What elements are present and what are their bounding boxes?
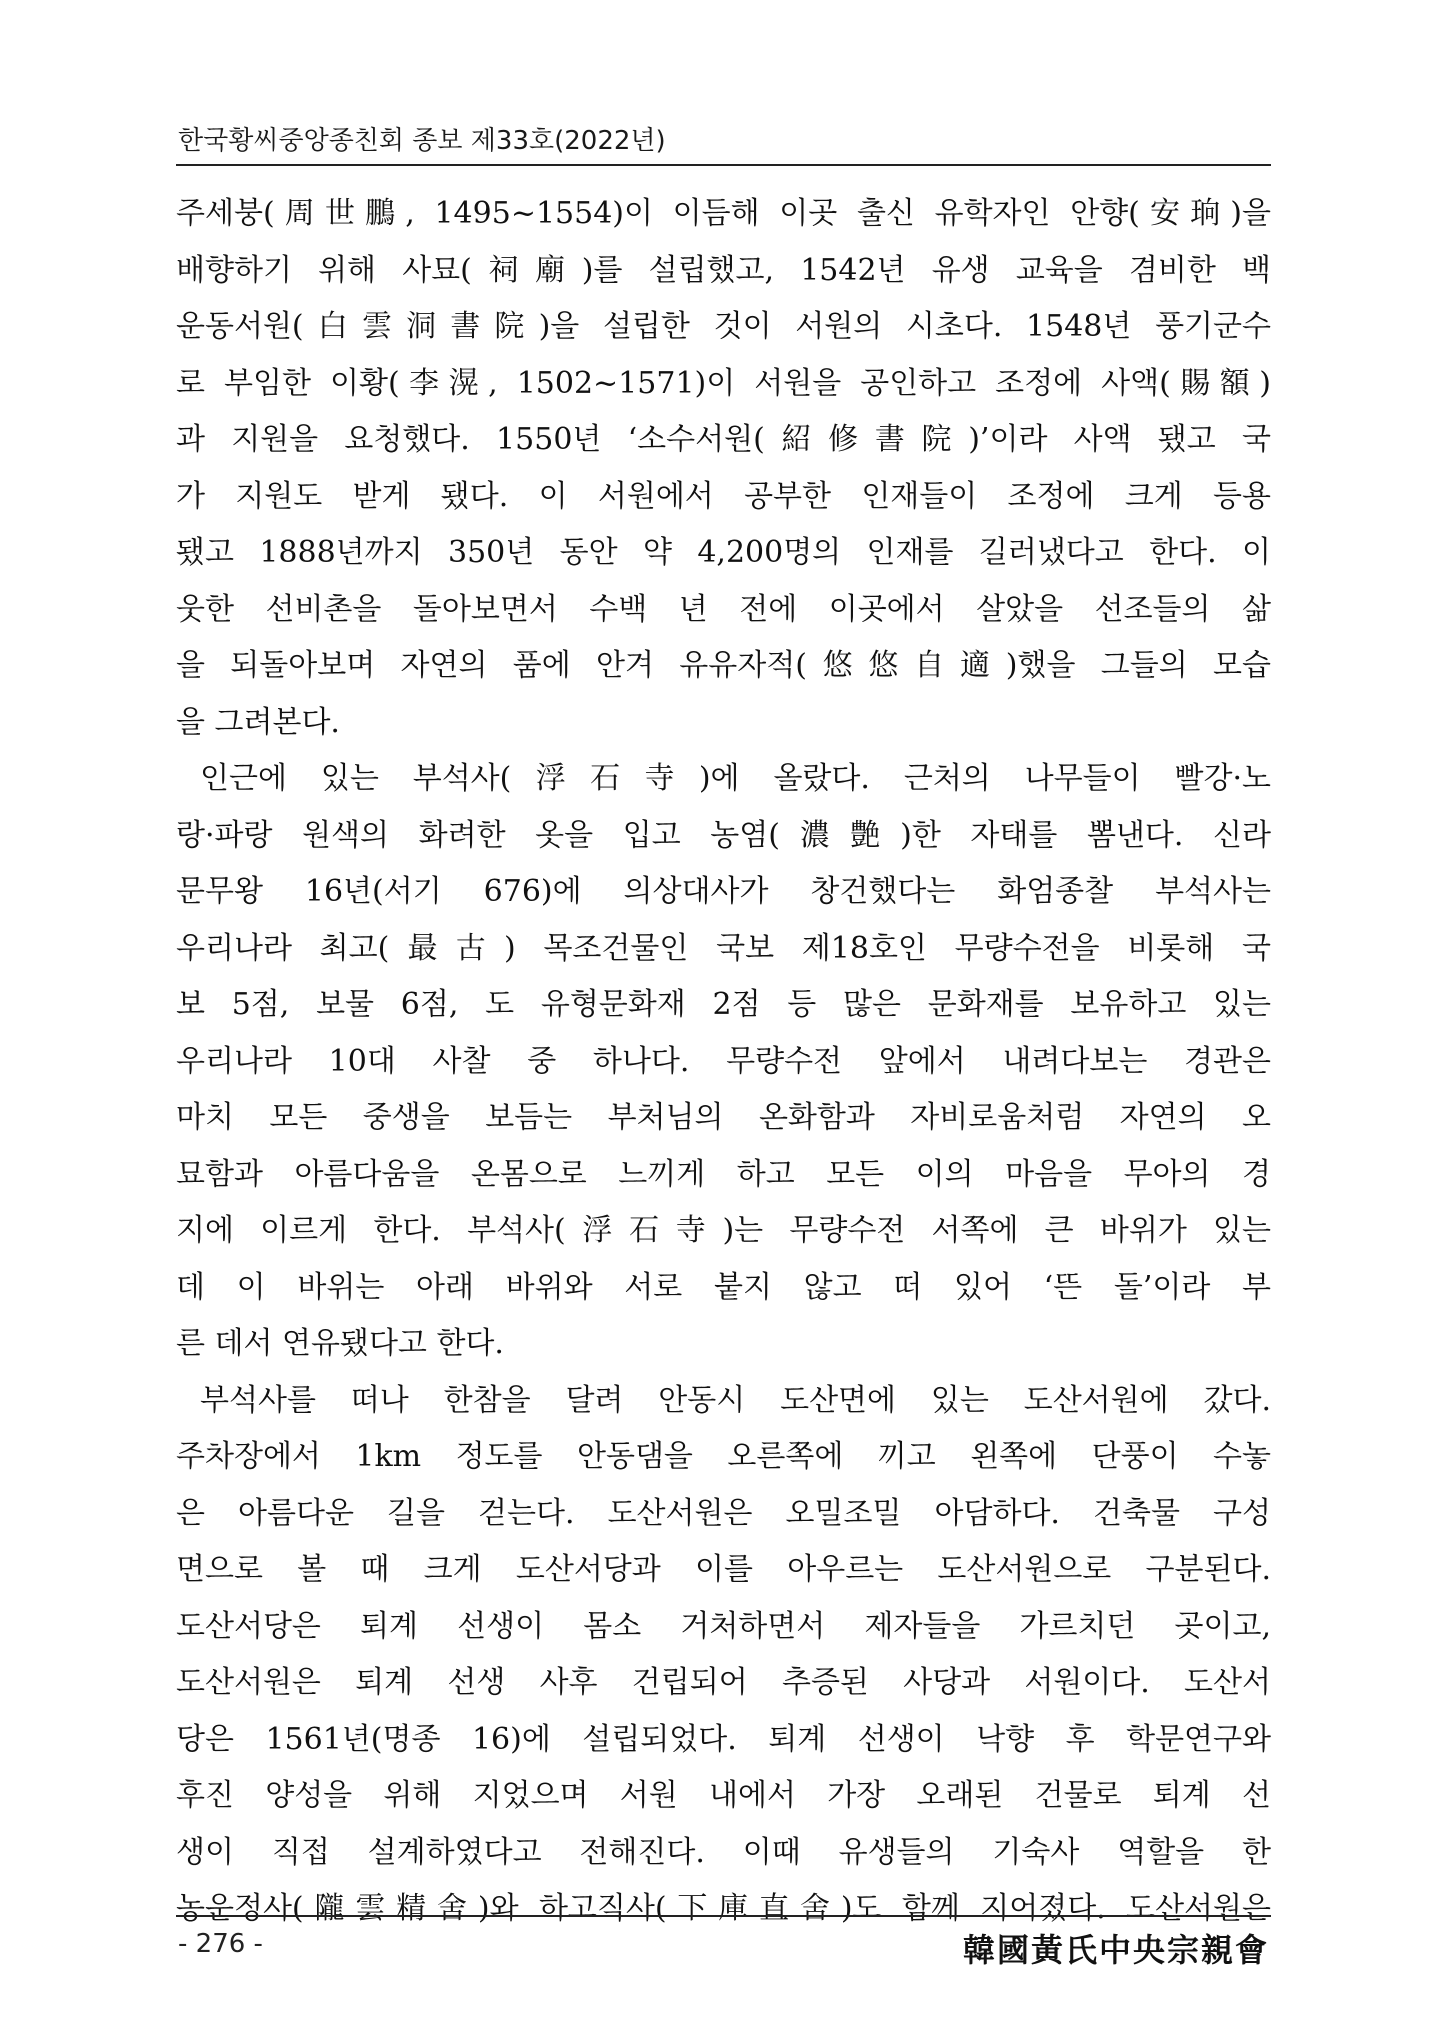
body-line: 부석사를 떠나 한참을 달려 안동시 도산면에 있는 도산서원에 갔다. bbox=[200, 1382, 1271, 1418]
body-line: 도산서원은 퇴계 선생 사후 건립되어 추증된 사당과 서원이다. 도산서 bbox=[176, 1665, 1271, 1700]
body-line: 과 지원을 요청했다. 1550년 ‘소수서원(紹修書院)’이라 사액 됐고 국 bbox=[176, 422, 1271, 457]
body-line: 주차장에서 1km 정도를 안동댐을 오른쪽에 끼고 왼쪽에 단풍이 수놓 bbox=[176, 1439, 1271, 1474]
body-line: 배향하기 위해 사묘(祠廟)를 설립했고, 1542년 유생 교육을 겸비한 백 bbox=[176, 252, 1271, 288]
body-line: 면으로 볼 때 크게 도산서당과 이를 아우르는 도산서원으로 구분된다. bbox=[176, 1552, 1271, 1587]
body-line: 인근에 있는 부석사(浮石寺)에 올랐다. 근처의 나무들이 빨강·노 bbox=[200, 761, 1271, 796]
body-line: 른 데서 연유됐다고 한다. bbox=[176, 1326, 504, 1361]
body-line: 생이 직접 설계하였다고 전해진다. 이때 유생들의 기숙사 역할을 한 bbox=[176, 1834, 1271, 1870]
body-line: 운동서원(白雲洞書院)을 설립한 것이 서원의 시초다. 1548년 풍기군수 bbox=[176, 309, 1271, 344]
body-line: 데 이 바위는 아래 바위와 서로 붙지 않고 떠 있어 ‘뜬 돌’이라 부 bbox=[176, 1269, 1271, 1305]
body-line: 문무왕 16년(서기 676)에 의상대사가 창건했다는 화엄종찰 부석사는 bbox=[176, 874, 1271, 909]
organization-logo: 韓國黃氏中央宗親會 bbox=[962, 1931, 1269, 1969]
page-number: - 276 - bbox=[178, 1929, 263, 1959]
body-line: 후진 양성을 위해 지었으며 서원 내에서 가장 오래된 건물로 퇴계 선 bbox=[176, 1778, 1271, 1813]
body-line: 랑·파랑 원색의 화려한 옷을 입고 농염(濃艶)한 자태를 뽐낸다. 신라 bbox=[176, 817, 1271, 853]
page-header bbox=[176, 114, 1271, 166]
body-line: 보 5점, 보물 6점, 도 유형문화재 2점 등 많은 문화재를 보유하고 있는 bbox=[176, 987, 1271, 1022]
body-line: 묘함과 아름다움을 온몸으로 느끼게 하고 모든 이의 마음을 무아의 경 bbox=[176, 1156, 1271, 1192]
page-footer bbox=[176, 1915, 1271, 1977]
body-line: 은 아름다운 길을 걷는다. 도산서원은 오밀조밀 아담하다. 건축물 구성 bbox=[176, 1495, 1271, 1531]
body-line: 우리나라 10대 사찰 중 하나다. 무량수전 앞에서 내려다보는 경관은 bbox=[176, 1043, 1271, 1079]
body-line: 농운정사(隴雲精舍)와 하고직사(下庫直舍)도 함께 지어졌다. 도산서원은 bbox=[176, 1891, 1271, 1926]
article-body bbox=[176, 186, 1271, 1938]
body-line: 지에 이르게 한다. 부석사(浮石寺)는 무량수전 서쪽에 큰 바위가 있는 bbox=[176, 1213, 1271, 1248]
body-line: 웃한 선비촌을 돌아보면서 수백 년 전에 이곳에서 살았을 선조들의 삶 bbox=[176, 591, 1271, 627]
body-line: 도산서당은 퇴계 선생이 몸소 거처하면서 제자들을 가르치던 곳이고, bbox=[176, 1608, 1271, 1644]
body-line: 을 그려본다. bbox=[176, 704, 340, 740]
body-line: 당은 1561년(명종 16)에 설립되었다. 퇴계 선생이 낙향 후 학문연구와 bbox=[176, 1721, 1271, 1757]
body-line: 로 부임한 이황(李滉, 1502~1571)이 서원을 공인하고 조정에 사액(賜額) bbox=[176, 365, 1271, 401]
body-line: 을 되돌아보며 자연의 품에 안겨 유유자적(悠悠自適)했을 그들의 모습 bbox=[176, 648, 1271, 683]
body-line: 주세붕(周世鵬, 1495~1554)이 이듬해 이곳 출신 유학자인 안향(安珦)을 bbox=[176, 196, 1271, 231]
body-line: 마치 모든 중생을 보듬는 부처님의 온화함과 자비로움처럼 자연의 오 bbox=[176, 1100, 1271, 1135]
header-title: 한국황씨중앙종친회 종보 제33호(2022년) bbox=[178, 126, 666, 156]
body-line: 됐고 1888년까지 350년 동안 약 4,200명의 인재를 길러냈다고 한다. 이 bbox=[176, 535, 1271, 570]
body-line: 우리나라 최고(最古) 목조건물인 국보 제18호인 무량수전을 비롯해 국 bbox=[176, 930, 1271, 966]
body-line: 가 지원도 받게 됐다. 이 서원에서 공부한 인재들이 조정에 크게 등용 bbox=[176, 478, 1271, 514]
